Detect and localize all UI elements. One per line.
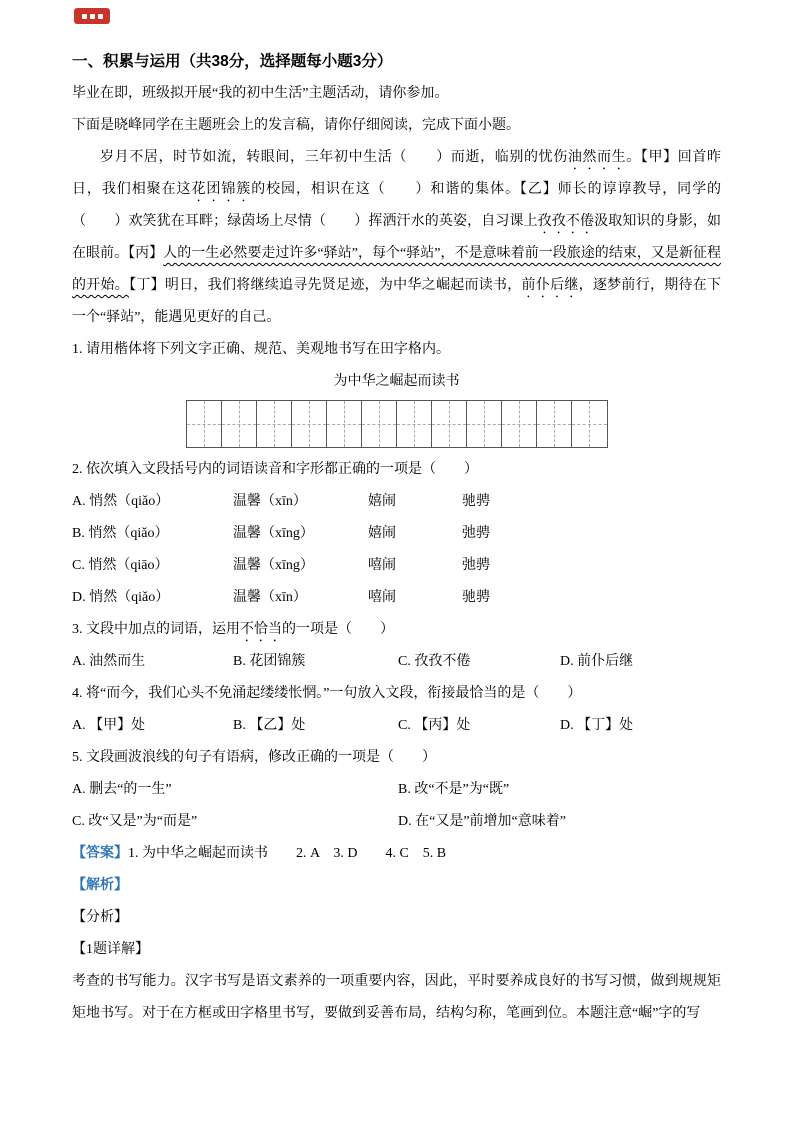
q2-option-b1: B. 悄然（qiǎo）: [72, 526, 169, 541]
q2-option-a2: 温馨（xīn）: [233, 494, 307, 509]
passage-segment: 岁月不居，时节如流，转眼间，三年初中生活（ ）而逝，临别的忧伤: [100, 150, 568, 165]
q2-option-a4: 驰骋: [462, 494, 490, 509]
jiexi-label: 【解析】: [72, 878, 128, 893]
q5-option-row: [72, 806, 721, 838]
tianzige-cell: [432, 401, 467, 447]
q3-option-c: C. 孜孜不倦: [398, 654, 471, 669]
q2-option-row: [72, 518, 721, 550]
tianzige-cell: [572, 401, 607, 447]
q1-phrase: 为中华之崛起而读书: [333, 374, 460, 389]
q2-option-row: [72, 486, 721, 518]
tianzige-cell: [187, 401, 222, 447]
q4-option-c: C. 【丙】处: [398, 718, 471, 733]
q2-option-b3: 嬉闹: [368, 526, 396, 541]
q2-stem: 2. 依次填入文段括号内的词语读音和字形都正确的一项是（ ）: [72, 462, 478, 477]
q3-stem-post: 的一项是（ ）: [282, 622, 394, 637]
fenxi-line: [72, 902, 721, 934]
q5-option-a: A. 删去“的一生”: [72, 782, 172, 797]
passage-segment: ，逐梦前行，期待在下一个“驿站”，能遇见更好的自己。: [72, 278, 722, 325]
q3-stem: [72, 614, 721, 646]
detail-label: 【1题详解】: [72, 942, 149, 957]
q2-option-a3: 嬉闹: [368, 494, 396, 509]
answers-line: [72, 838, 721, 870]
q2-option-c3: 嘻闹: [368, 558, 396, 573]
intro-line-2: 下面是晓峰同学在主题班会上的发言稿，请你仔细阅读，完成下面小题。: [72, 118, 520, 133]
tianzige-grid: [186, 400, 608, 448]
q4-option-a: A. 【甲】处: [72, 718, 146, 733]
passage-dotted-word: 油然而生: [567, 150, 627, 165]
passage-segment: 。【甲】回首昨日，我们相聚在这: [72, 150, 722, 197]
q2-option-c2: 温馨（xīng）: [233, 558, 314, 573]
detail-label-line: [72, 934, 721, 966]
tianzige-cell: [327, 401, 362, 447]
q1-stem: 1. 请用楷体将下列文字正确、规范、美观地书写在田字格内。: [72, 342, 450, 357]
q2-option-a1: A. 悄然（qiǎo）: [72, 494, 170, 509]
tianzige-cell: [362, 401, 397, 447]
passage-segment: 汲取知识的身影，如在眼前。【丙】: [72, 214, 722, 261]
passage-dotted-word: 前仆后继: [521, 278, 579, 293]
q5-option-d: D. 在“又是”前增加“意味着”: [398, 814, 566, 829]
jiexi-line: [72, 870, 721, 902]
passage-wavy-sentence: 人的一生必然要走过许多“驿站”，每个“驿站”，不是意味着前一段旅途的结束，又是新征程的开始。: [72, 246, 721, 293]
tianzige-cell: [292, 401, 327, 447]
q3-option-a: A. 油然而生: [72, 654, 146, 669]
tianzige-cell: [257, 401, 292, 447]
q2-option-row: [72, 582, 721, 614]
q2-option-d2: 温馨（xīn）: [233, 590, 307, 605]
section-title: 一、积累与运用（共38分，选择题每小题3分）: [72, 53, 393, 70]
q2-option-d4: 驰骋: [462, 590, 490, 605]
q4-option-d: D. 【丁】处: [560, 718, 634, 733]
q3-stem-dotted: 不恰当: [240, 622, 282, 637]
fenxi-label: 【分析】: [72, 910, 128, 925]
q4-stem: 4. 将“而今，我们心头不免涌起缕缕怅惘。”一句放入文段，衔接最恰当的是（ ）: [72, 686, 582, 701]
tianzige-cell: [397, 401, 432, 447]
site-logo-icon: [74, 8, 110, 24]
q2-option-b2: 温馨（xīng）: [233, 526, 314, 541]
tianzige-cell: [537, 401, 572, 447]
intro-line-1: 毕业在即，班级拟开展“我的初中生活”主题活动，请你参加。: [72, 86, 449, 101]
q5-option-row: [72, 774, 721, 806]
q4-option-b: B. 【乙】处: [233, 718, 306, 733]
q5-option-b: B. 改“不是”为“既”: [398, 782, 510, 797]
q3-option-row: [72, 646, 721, 678]
q2-option-row: [72, 550, 721, 582]
answer-label: 【答案】: [72, 846, 128, 861]
tianzige-cell: [502, 401, 537, 447]
q3-option-d: D. 前仆后继: [560, 654, 634, 669]
tianzige-cell: [222, 401, 257, 447]
q2-option-c1: C. 悄然（qiāo）: [72, 558, 169, 573]
passage: [72, 142, 721, 334]
passage-dotted-word: 花团锦簇: [191, 182, 252, 197]
q2-option-d1: D. 悄然（qiǎo）: [72, 590, 170, 605]
passage-segment: 的校园，相识在这（ ）和谐的集体。【乙】师长的谆谆教导，同学的（ ）欢笑犹在耳畔；绿茵场上尽情（ ）挥洒汗水的英姿，自习课上: [72, 182, 722, 229]
q4-option-row: [72, 710, 721, 742]
answer-text: 1. 为中华之崛起而读书 2. A 3. D 4. C 5. B: [128, 846, 447, 861]
passage-segment: 【丁】明日，我们将继续追寻先贤足迹，为中华之崛起而读书，: [129, 278, 522, 293]
q5-stem: 5. 文段画波浪线的句子有语病，修改正确的一项是（ ）: [72, 750, 436, 765]
q3-stem-pre: 3. 文段中加点的词语，运用: [72, 622, 240, 637]
q3-option-b: B. 花团锦簇: [233, 654, 306, 669]
tianzige-cell: [467, 401, 502, 447]
q2-option-c4: 弛骋: [462, 558, 490, 573]
q2-option-b4: 弛骋: [462, 526, 490, 541]
detail-text: 考查的书写能力。汉字书写是语文素养的一项重要内容，因此，平时要养成良好的书写习惯，做到规规矩矩地书写。对于在方框或田字格里书写，要做到妥善布局，结构匀称，笔画到位。本题注意“崛”字的写: [72, 974, 721, 1021]
q2-option-d3: 嘻闹: [368, 590, 396, 605]
q5-option-c: C. 改“又是”为“而是”: [72, 814, 198, 829]
passage-dotted-word: 孜孜不倦: [537, 214, 595, 229]
